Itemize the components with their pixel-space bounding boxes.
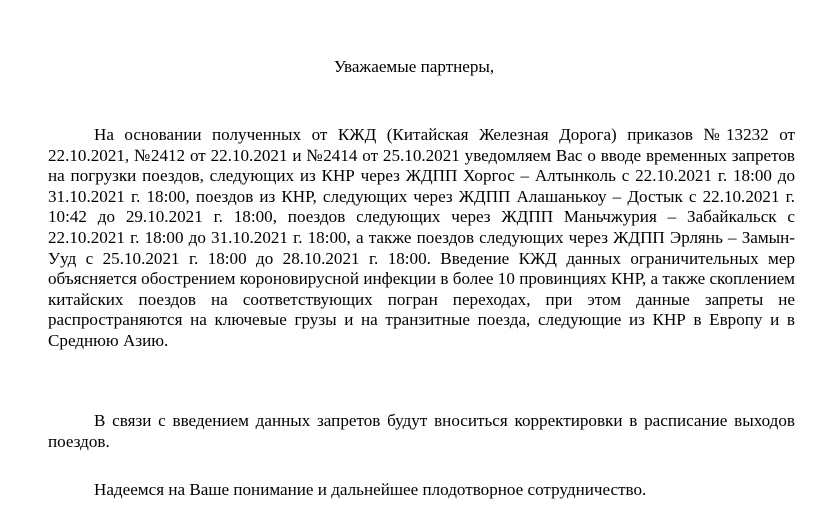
letter-paragraph-schedule: В связи с введением данных запретов будут вноситься корректировки в расписание выходов поездов. bbox=[48, 411, 795, 451]
letter-paragraph-restrictions: На основании полученных от КЖД (Китайская Железная Дорога) приказов №13232 от 22.10.2021, №2412 от 22.10.2021 и №2414 от 25.10.2021 уведомляем Вас о вводе временных запретов на погрузки поездов, следующих из КНР через ЖДПП Хоргос – Алтынколь с 22.10.2021 г. 18:00 до 31.10.2021 г. 18:00, поездов из КНР, следующих через ЖДПП Алашанькоу – Достык с 22.10.2021 г. 10:42 до 29.10.2021 г. 18:00, поездов следующих через ЖДПП Маньчжурия – Забайкальск с 22.10.2021 г. 18:00 до 31.10.2021 г. 18:00, а также поездов следующих через ЖДПП Эрлянь – Замын-Ууд с 25.10.2021 г. 18:00 до 28.10.2021 г. 18:00. Введение КЖД данных ограничительных мер объясняется обострением короновирусной инфекции в более 10 провинциях КНР, а также скоплением китайских поездов на соответствующих погран переходах, при этом данные запреты не распространяются на ключевые грузы и на транзитные поезда, следующие из КНР в Европу и в Среднюю Азию. bbox=[48, 125, 795, 350]
letter-paragraph-closing: Надеемся на Ваше понимание и дальнейшее плодотворное сотрудничество. bbox=[94, 480, 647, 499]
letter-greeting: Уважаемые партнеры, bbox=[333, 57, 495, 76]
